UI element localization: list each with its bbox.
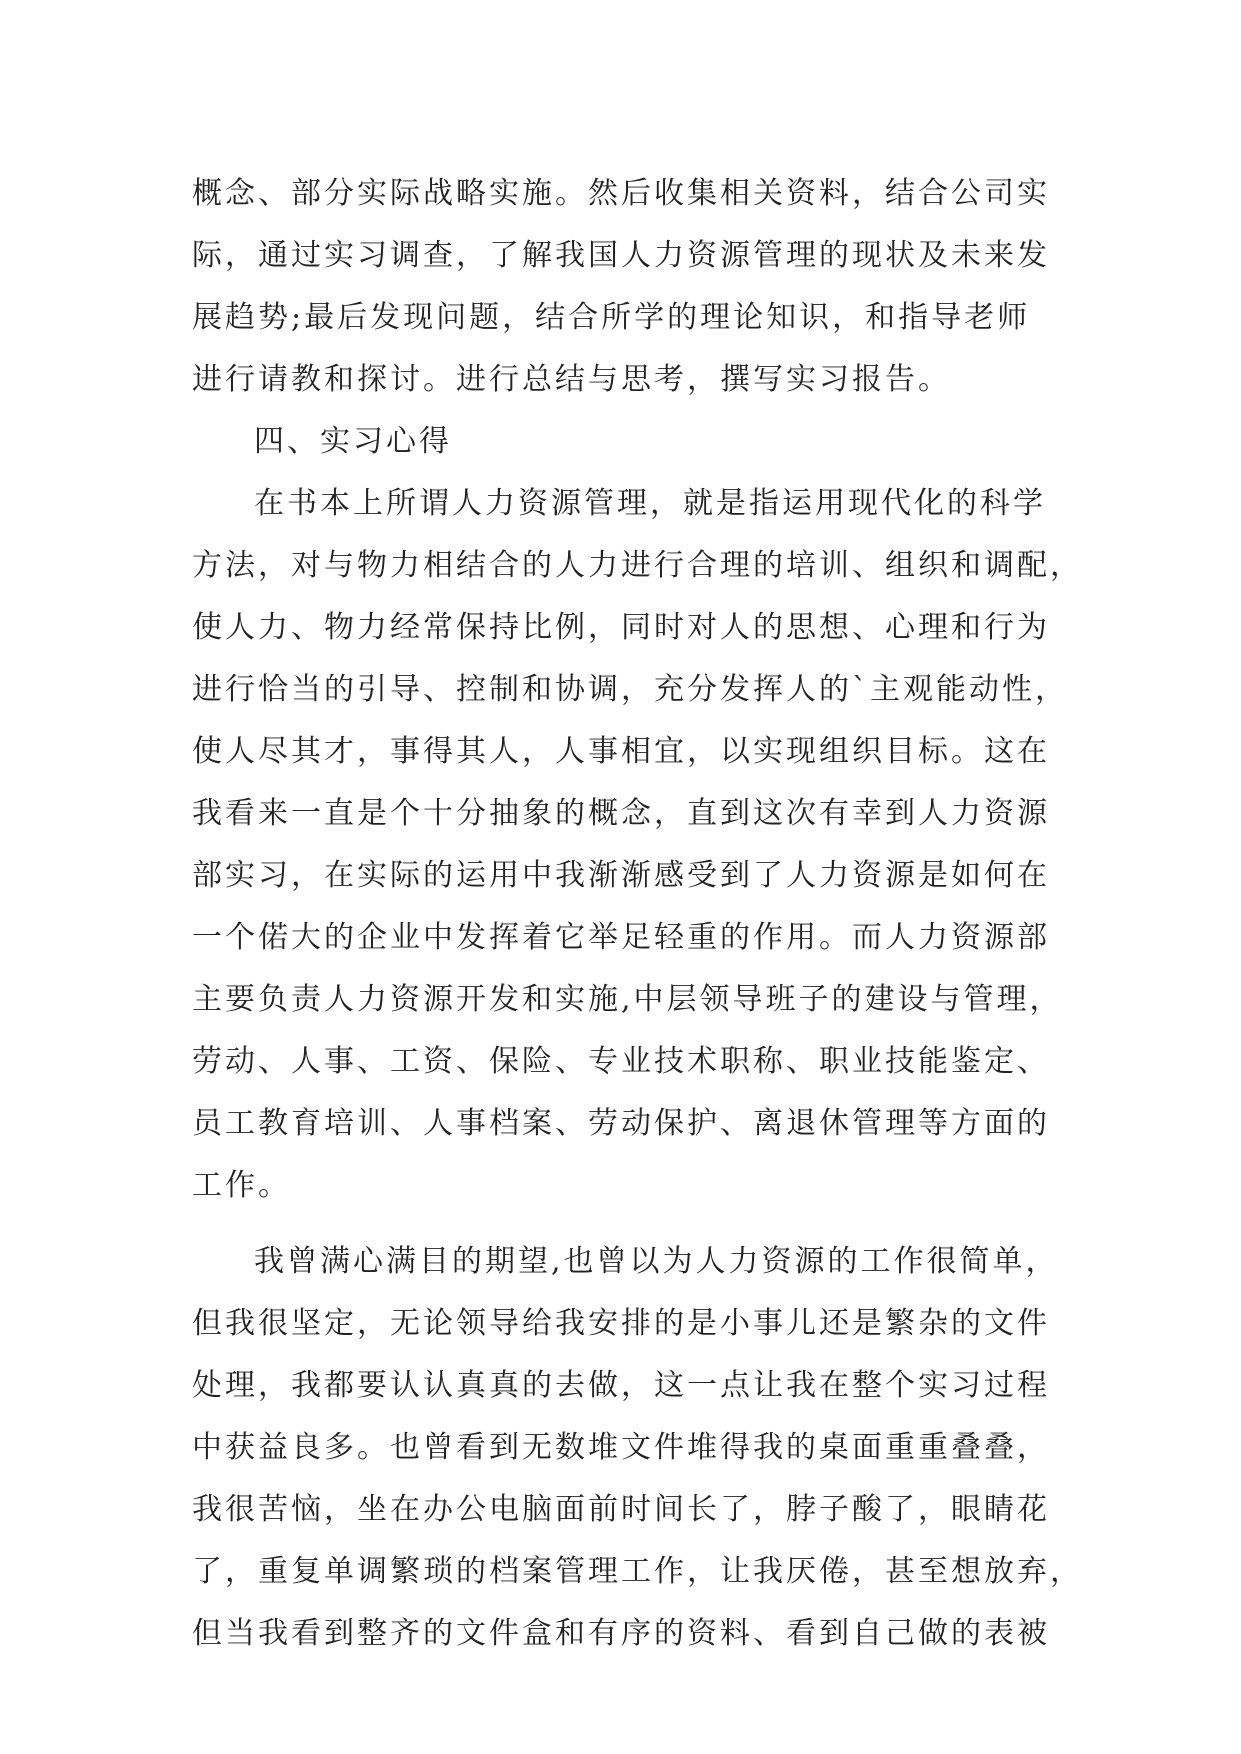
- text-line: 但我很坚定，无论领导给我安排的是小事儿还是繁杂的文件: [192, 1306, 1050, 1341]
- text-line: 使人尽其才，事得其人，人事相宜，以实现组织目标。这在: [192, 734, 1050, 769]
- text-line: 但当我看到整齐的文件盒和有序的资料、看到自己做的表被: [192, 1616, 1050, 1651]
- text-line: 了，重复单调繁琐的档案管理工作，让我厌倦，甚至想放弃，: [192, 1554, 1083, 1589]
- text-line: 我很苦恼，坐在办公电脑面前时间长了，脖子酸了，眼睛花: [192, 1492, 1050, 1527]
- document-body: [192, 163, 1083, 1665]
- paragraph-personal-experience: [192, 1231, 1083, 1665]
- text-line: 劳动、人事、工资、保险、专业技术职称、职业技能鉴定、: [192, 1044, 1050, 1079]
- paragraph-intro-continued: [192, 163, 1072, 411]
- text-line: 工作。: [192, 1168, 291, 1203]
- text-line: 方法，对与物力相结合的人力进行合理的培训、组织和调配，: [192, 548, 1083, 583]
- text-line: 主要负责人力资源开发和实施,中层领导班子的建设与管理，: [192, 982, 1063, 1017]
- text-line: 我曾满心满目的期望,也曾以为人力资源的工作很简单，: [254, 1244, 1059, 1279]
- text-line: 概念、部分实际战略实施。然后收集相关资料，结合公司实: [192, 176, 1050, 211]
- text-line: 际，通过实习调查，了解我国人力资源管理的现状及未来发: [192, 238, 1050, 273]
- text-line: 进行请教和探讨。进行总结与思考，撰写实习报告。: [192, 362, 951, 397]
- text-line: 我看来一直是个十分抽象的概念，直到这次有幸到人力资源: [192, 796, 1050, 831]
- section-heading-text: 四、实习心得: [254, 424, 452, 459]
- text-line: 展趋势;最后发现问题，结合所学的理论知识，和指导老师: [192, 300, 1031, 335]
- text-line: 中获益良多。也曾看到无数堆文件堆得我的桌面重重叠叠，: [192, 1430, 1050, 1465]
- text-line: 处理，我都要认认真真的去做，这一点让我在整个实习过程: [192, 1368, 1050, 1403]
- text-line: 在书本上所谓人力资源管理，就是指运用现代化的科学: [254, 486, 1046, 521]
- paragraph-spacer: [192, 1217, 1072, 1231]
- text-line: 进行恰当的引导、控制和协调，充分发挥人的`主观能动性，: [192, 672, 1068, 707]
- paragraph-hr-concept: [192, 473, 1083, 1217]
- section-heading: [192, 411, 1072, 473]
- text-line: 使人力、物力经常保持比例，同时对人的思想、心理和行为: [192, 610, 1050, 645]
- text-line: 部实习，在实际的运用中我渐渐感受到了人力资源是如何在: [192, 858, 1050, 893]
- text-line: 员工教育培训、人事档案、劳动保护、离退休管理等方面的: [192, 1106, 1050, 1141]
- text-line: 一个偌大的企业中发挥着它举足轻重的作用。而人力资源部: [192, 920, 1050, 955]
